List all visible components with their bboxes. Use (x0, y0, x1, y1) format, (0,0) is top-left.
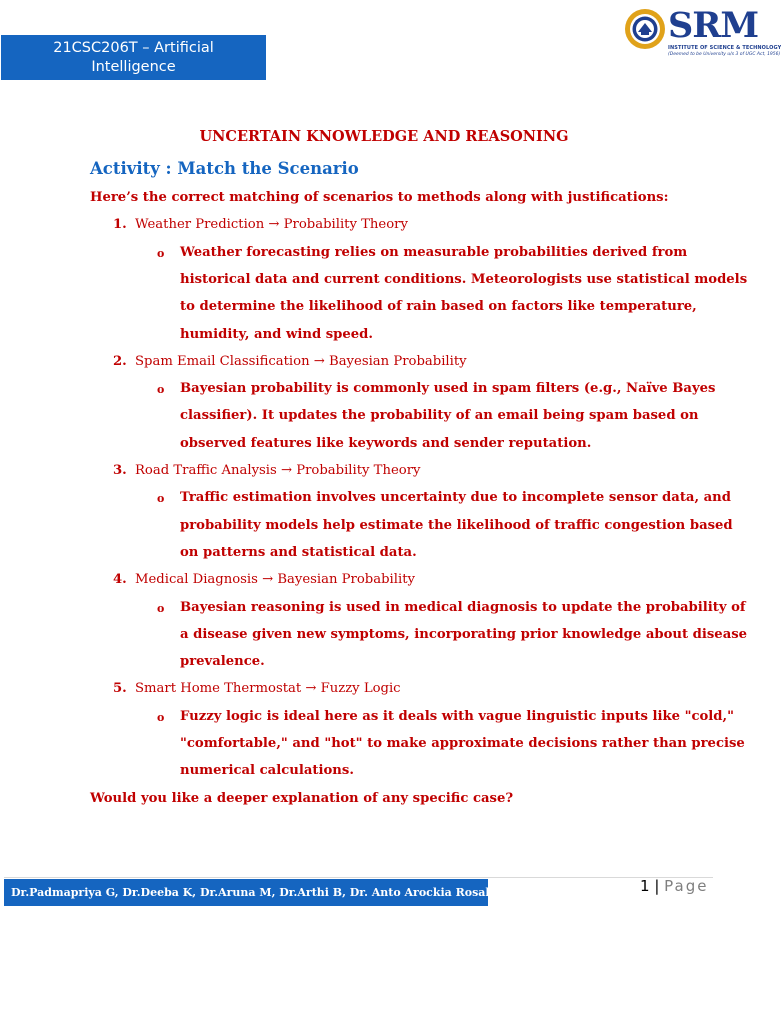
list-item (113, 570, 415, 590)
bullet-marker: o (157, 492, 165, 505)
list-item-title: Medical Diagnosis → Bayesian Probability (135, 572, 415, 587)
logo-tagline: (Deemed to be University u/s 3 of UGC Act, 1956) (668, 52, 781, 57)
explanation-line: Bayesian probability is commonly used in spam filters (e.g., Naïve Bayes (180, 381, 716, 396)
logo-subtitle: INSTITUTE OF SCIENCE & TECHNOLOGY (668, 45, 781, 51)
explanation-line: classifier). It updates the probability of an email being spam based on (180, 408, 699, 423)
closing-question: Would you like a deeper explanation of any specific case? (90, 791, 514, 806)
list-item (113, 352, 467, 372)
srm-logo (624, 5, 781, 64)
footer-divider (4, 877, 713, 878)
list-item-title: Road Traffic Analysis → Probability Theory (135, 463, 421, 478)
footer-authors: Dr.Padmapriya G, Dr.Deeba K, Dr.Aruna M, Dr.Arthi B, Dr. Anto Arockia Rosaline R (4, 879, 488, 906)
logo-wordmark: SRM (668, 5, 759, 46)
explanation-line: observed features like keywords and sender reputation. (180, 436, 592, 451)
list-item-number: 5. (113, 681, 127, 696)
page-number-separator: | (654, 877, 660, 895)
explanation-line: historical data and current conditions. Meteorologists use statistical models (180, 272, 748, 287)
explanation-line: "comfortable," and "hot" to make approximate decisions rather than precise (180, 736, 745, 751)
srm-emblem-icon (624, 8, 666, 50)
explanation-line: prevalence. (180, 654, 265, 669)
list-item-number: 3. (113, 463, 127, 478)
bullet-marker: o (157, 383, 165, 396)
explanation-line: numerical calculations. (180, 763, 354, 778)
explanation-line: probability models help estimate the likelihood of traffic congestion based (180, 518, 733, 533)
activity-title: Activity : Match the Scenario (90, 159, 359, 178)
list-item-number: 4. (113, 572, 127, 587)
course-title-line1: 21CSC206T – Artificial (53, 39, 214, 56)
list-item-title: Weather Prediction → Probability Theory (135, 217, 408, 232)
list-item (113, 215, 408, 235)
page-number-value: 1 (640, 877, 650, 895)
explanation-line: Fuzzy logic is ideal here as it deals with vague linguistic inputs like "cold," (180, 709, 734, 724)
list-item-number: 2. (113, 354, 127, 369)
intro-text: Here’s the correct matching of scenarios to methods along with justifications: (90, 190, 669, 205)
course-title-box (1, 35, 266, 80)
bullet-marker: o (157, 711, 165, 724)
page-label: Page (664, 877, 709, 895)
page-heading: UNCERTAIN KNOWLEDGE AND REASONING (199, 128, 569, 145)
explanation-line: Weather forecasting relies on measurable probabilities derived from (180, 245, 688, 260)
explanation-line: on patterns and statistical data. (180, 545, 417, 560)
explanation-line: a disease given new symptoms, incorporating prior knowledge about disease (180, 627, 748, 642)
explanation-line: to determine the likelihood of rain based on factors like temperature, (180, 299, 697, 314)
bullet-marker: o (157, 247, 165, 260)
page-number (640, 877, 709, 895)
bullet-marker: o (157, 602, 165, 615)
explanation-line: Traffic estimation involves uncertainty due to incomplete sensor data, and (180, 490, 731, 505)
explanation-line: humidity, and wind speed. (180, 327, 373, 342)
list-item-number: 1. (113, 217, 127, 232)
list-item (113, 461, 420, 481)
explanation-line: Bayesian reasoning is used in medical diagnosis to update the probability of (180, 600, 746, 615)
list-item-title: Smart Home Thermostat → Fuzzy Logic (135, 681, 401, 696)
list-item-title: Spam Email Classification → Bayesian Probability (135, 354, 467, 369)
course-title-line2: Intelligence (91, 58, 176, 75)
list-item (113, 679, 401, 699)
